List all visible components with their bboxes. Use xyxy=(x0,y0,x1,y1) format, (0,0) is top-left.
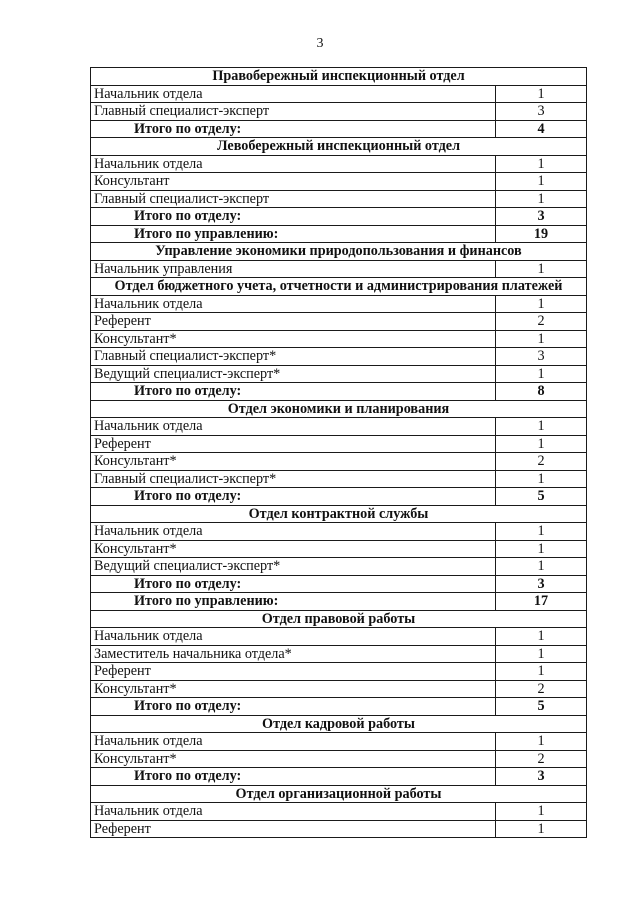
department-header-row xyxy=(91,785,587,803)
position-count: 2 xyxy=(496,453,587,471)
total-label: Итого по управлению: xyxy=(91,593,496,611)
position-row xyxy=(91,540,587,558)
position-row xyxy=(91,260,587,278)
position-count: 1 xyxy=(496,435,587,453)
position-count: 1 xyxy=(496,330,587,348)
total-row xyxy=(91,768,587,786)
total-label: Итого по отделу: xyxy=(91,120,496,138)
page-number: 3 xyxy=(316,36,324,51)
position-count: 1 xyxy=(496,173,587,191)
position-row xyxy=(91,155,587,173)
position-name: Начальник отдела xyxy=(91,155,496,173)
total-row xyxy=(91,698,587,716)
position-name: Главный специалист-эксперт* xyxy=(91,470,496,488)
total-count: 4 xyxy=(496,120,587,138)
position-name: Референт xyxy=(91,313,496,331)
position-count: 1 xyxy=(496,733,587,751)
position-row xyxy=(91,453,587,471)
department-title: Управление экономики природопользования и финансов xyxy=(91,243,587,261)
position-count: 1 xyxy=(496,365,587,383)
position-row xyxy=(91,803,587,821)
position-count: 1 xyxy=(496,523,587,541)
total-count: 19 xyxy=(496,225,587,243)
position-name: Консультант* xyxy=(91,540,496,558)
position-row xyxy=(91,628,587,646)
position-count: 1 xyxy=(496,260,587,278)
department-header-row xyxy=(91,715,587,733)
department-header-row xyxy=(91,243,587,261)
total-label: Итого по управлению: xyxy=(91,225,496,243)
position-count: 1 xyxy=(496,663,587,681)
total-count: 17 xyxy=(496,593,587,611)
position-row xyxy=(91,190,587,208)
department-title: Отдел кадровой работы xyxy=(91,715,587,733)
department-header-row xyxy=(91,505,587,523)
position-row xyxy=(91,558,587,576)
position-row xyxy=(91,295,587,313)
department-header-row xyxy=(91,400,587,418)
total-label: Итого по отделу: xyxy=(91,208,496,226)
total-label: Итого по отделу: xyxy=(91,488,496,506)
total-row xyxy=(91,383,587,401)
department-header-row xyxy=(91,278,587,296)
position-name: Главный специалист-эксперт xyxy=(91,103,496,121)
position-name: Начальник отдела xyxy=(91,85,496,103)
position-name: Начальник отдела xyxy=(91,628,496,646)
position-count: 2 xyxy=(496,313,587,331)
position-count: 2 xyxy=(496,750,587,768)
position-count: 3 xyxy=(496,348,587,366)
position-row xyxy=(91,820,587,838)
position-name: Консультант* xyxy=(91,680,496,698)
position-row xyxy=(91,330,587,348)
department-header-row xyxy=(91,68,587,86)
position-count: 3 xyxy=(496,103,587,121)
position-count: 1 xyxy=(496,645,587,663)
position-row xyxy=(91,523,587,541)
position-row xyxy=(91,733,587,751)
position-count: 1 xyxy=(496,85,587,103)
position-name: Ведущий специалист-эксперт* xyxy=(91,558,496,576)
total-count: 3 xyxy=(496,208,587,226)
department-title: Отдел правовой работы xyxy=(91,610,587,628)
position-row xyxy=(91,365,587,383)
staffing-table xyxy=(90,67,587,838)
position-count: 1 xyxy=(496,155,587,173)
department-title: Отдел экономики и планирования xyxy=(91,400,587,418)
department-title: Отдел контрактной службы xyxy=(91,505,587,523)
total-row xyxy=(91,225,587,243)
position-name: Начальник отдела xyxy=(91,295,496,313)
total-label: Итого по отделу: xyxy=(91,698,496,716)
total-row xyxy=(91,575,587,593)
position-row xyxy=(91,663,587,681)
department-title: Правобережный инспекционный отдел xyxy=(91,68,587,86)
total-label: Итого по отделу: xyxy=(91,768,496,786)
position-name: Референт xyxy=(91,435,496,453)
position-row xyxy=(91,750,587,768)
position-count: 1 xyxy=(496,803,587,821)
total-count: 8 xyxy=(496,383,587,401)
position-row xyxy=(91,435,587,453)
position-name: Консультант* xyxy=(91,453,496,471)
position-name: Консультант xyxy=(91,173,496,191)
position-name: Начальник отдела xyxy=(91,803,496,821)
department-title: Отдел организационной работы xyxy=(91,785,587,803)
total-row xyxy=(91,120,587,138)
position-name: Консультант* xyxy=(91,750,496,768)
position-count: 1 xyxy=(496,418,587,436)
position-row xyxy=(91,85,587,103)
position-name: Начальник отдела xyxy=(91,523,496,541)
position-name: Референт xyxy=(91,663,496,681)
total-label: Итого по отделу: xyxy=(91,383,496,401)
position-count: 1 xyxy=(496,558,587,576)
total-row xyxy=(91,488,587,506)
total-row xyxy=(91,593,587,611)
position-row xyxy=(91,470,587,488)
department-title: Левобережный инспекционный отдел xyxy=(91,138,587,156)
department-title: Отдел бюджетного учета, отчетности и администрирования платежей xyxy=(91,278,587,296)
total-count: 5 xyxy=(496,488,587,506)
position-count: 2 xyxy=(496,680,587,698)
position-count: 1 xyxy=(496,540,587,558)
total-label: Итого по отделу: xyxy=(91,575,496,593)
position-row xyxy=(91,645,587,663)
position-name: Главный специалист-эксперт xyxy=(91,190,496,208)
total-count: 3 xyxy=(496,575,587,593)
staffing-table-body xyxy=(91,68,587,838)
position-count: 1 xyxy=(496,470,587,488)
total-count: 3 xyxy=(496,768,587,786)
position-name: Главный специалист-эксперт* xyxy=(91,348,496,366)
total-count: 5 xyxy=(496,698,587,716)
department-header-row xyxy=(91,610,587,628)
position-row xyxy=(91,418,587,436)
position-row xyxy=(91,680,587,698)
position-name: Начальник отдела xyxy=(91,733,496,751)
department-header-row xyxy=(91,138,587,156)
position-count: 1 xyxy=(496,295,587,313)
position-row xyxy=(91,313,587,331)
position-name: Референт xyxy=(91,820,496,838)
position-name: Начальник управления xyxy=(91,260,496,278)
position-row xyxy=(91,103,587,121)
position-count: 1 xyxy=(496,820,587,838)
position-count: 1 xyxy=(496,190,587,208)
position-row xyxy=(91,348,587,366)
total-row xyxy=(91,208,587,226)
position-name: Ведущий специалист-эксперт* xyxy=(91,365,496,383)
position-name: Начальник отдела xyxy=(91,418,496,436)
position-row xyxy=(91,173,587,191)
position-count: 1 xyxy=(496,628,587,646)
position-name: Консультант* xyxy=(91,330,496,348)
position-name: Заместитель начальника отдела* xyxy=(91,645,496,663)
